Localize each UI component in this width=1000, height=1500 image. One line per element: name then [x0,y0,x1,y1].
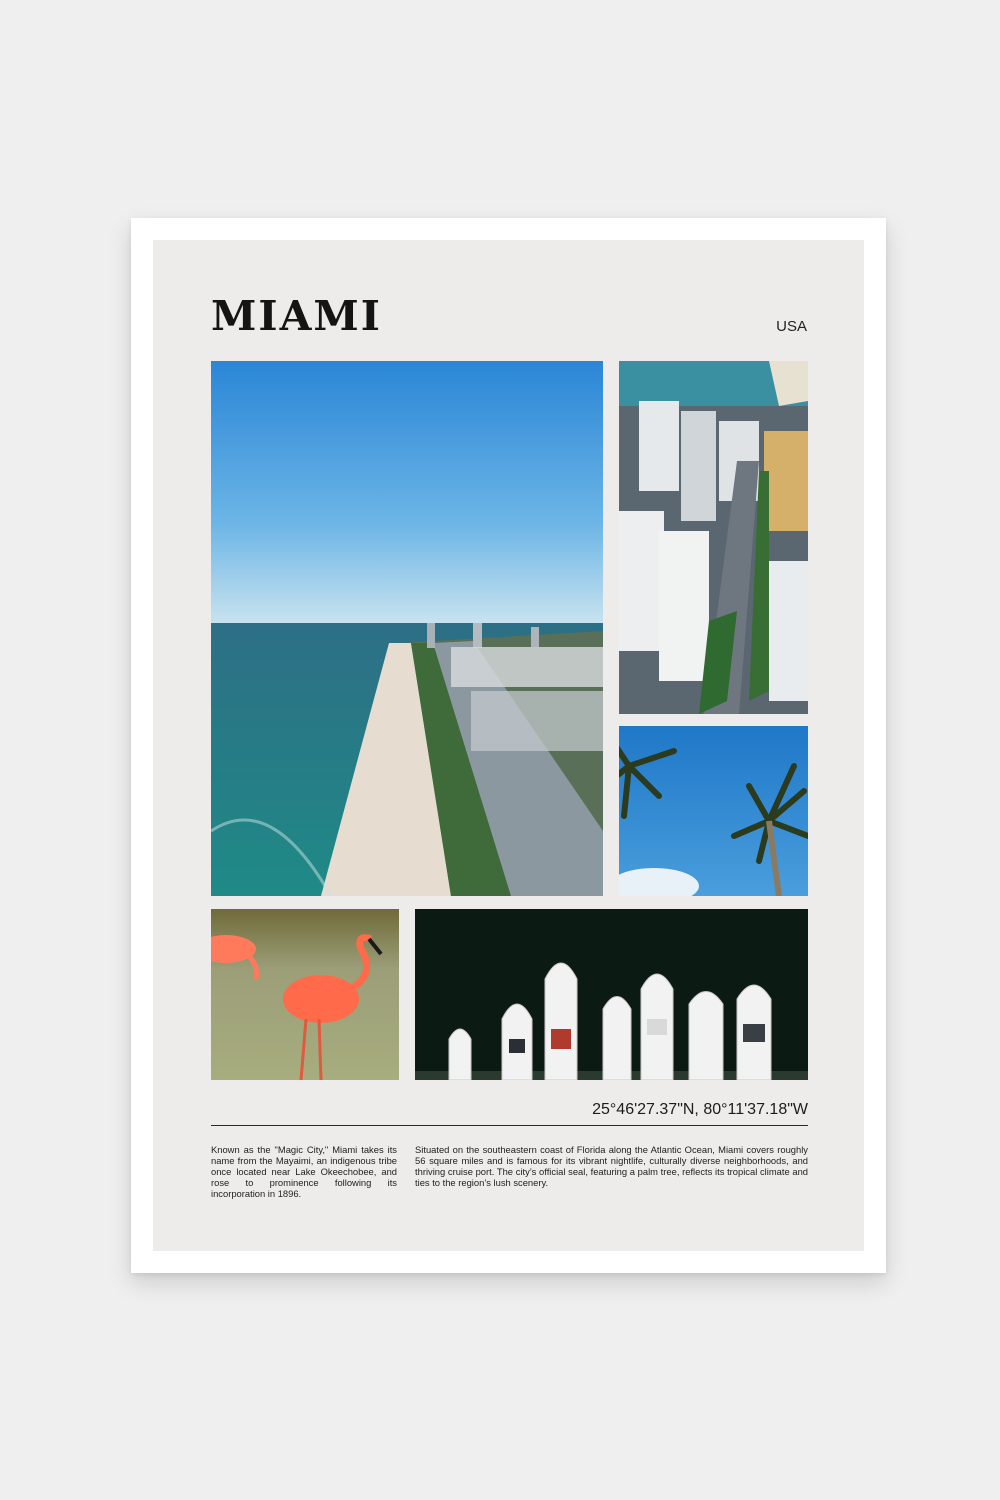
city-street-photo [619,361,808,714]
beach-aerial-photo [211,361,603,896]
flamingo-photo [211,909,399,1080]
poster-title: MIAMI [211,292,382,340]
yachts-photo [415,909,808,1080]
coordinates: 25°46'27.37"N, 80°11'37.18"W [592,1101,808,1118]
divider-rule [211,1125,808,1126]
palm-trees-photo [619,726,808,896]
description-right: Situated on the southeastern coast of Florida along the Atlantic Ocean, Miami covers roughly 56 square miles and is famous for its vibrant nightlife, culturally diverse neighborhoods, and thriving cruise port. The city’s official seal, featuring a palm tree, reflects its tropical climate and ties to the region’s lush scenery. [415,1144,808,1188]
country-label: USA [776,318,807,335]
description-left: Known as the "Magic City," Miami takes its name from the Mayaimi, an indigenous tribe once located near Lake Okeechobee, and rose to prominence following its incorporation in 1896. [211,1144,397,1199]
